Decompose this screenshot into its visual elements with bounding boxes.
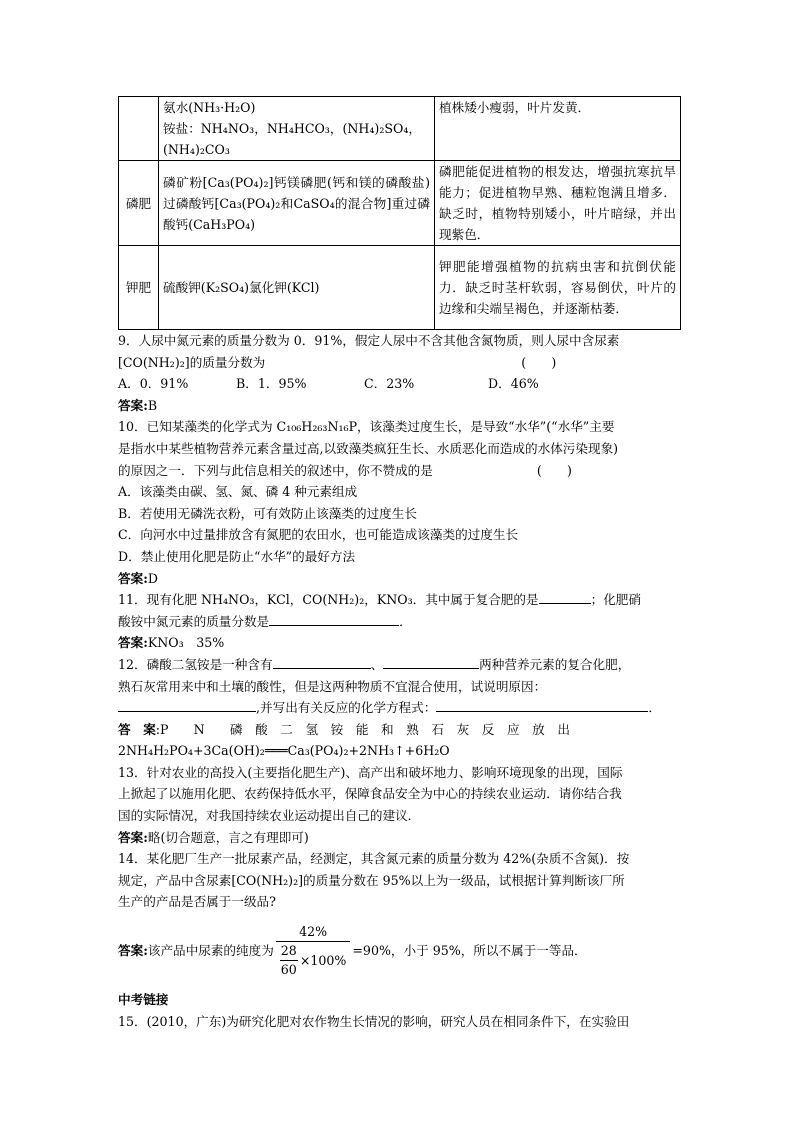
- answer-label: 答 案: [118, 721, 156, 737]
- effect-cell: 钾肥能增强植物的抗病虫害和抗倒伏能力．缺乏时茎杆软弱，容易倒伏，叶片的边缘和尖端呈褐色，并逐渐枯萎．: [435, 246, 681, 330]
- question-9-options: [118, 373, 680, 395]
- answer-label: 答案:: [118, 570, 148, 586]
- answer-value: :P N 磷 酸 二 氢 铵 能 和 熟 石 灰 反 应 放 出: [155, 721, 570, 737]
- question-9-line: 9．人尿中氮元素的质量分数为 0．91%，假定人尿中不含其他含氮物质，则人尿中含尿素: [118, 333, 620, 348]
- items-line: (NH₄)₂CO₃: [163, 142, 230, 157]
- option-d: D．46%: [488, 376, 539, 392]
- items-line: 铵盐：NH₄NO₃，NH₄HCO₃，(NH₄)₂SO₄，: [163, 121, 421, 136]
- nitrogen-ratio: [280, 942, 298, 979]
- ratio-denominator: 60: [280, 962, 297, 978]
- effect-cell: 磷肥能促进植物的根发达，增强抗寒抗旱能力；促进植物早熟、穗粒饱满且增多．缺乏时，植物特别矮小，叶片暗绿，并出现紫色．: [435, 161, 681, 246]
- option-a: A．该藻类由碳、氢、氮、磷 4 种元素组成: [118, 484, 358, 500]
- answer-label: 答案:: [118, 943, 148, 959]
- option-b: B．若使用无磷洗衣粉，可有效防止该藻类的过度生长: [118, 505, 417, 521]
- question-13-line: 13．针对农业的高投入(主要指化肥生产)、高产出和破坏地力、影响环境现象的出现，国际: [118, 764, 623, 780]
- option-c: C．23%: [364, 376, 415, 392]
- table-row: [119, 97, 681, 161]
- purity-fraction: [276, 923, 351, 979]
- fill-blank[interactable]: [436, 697, 648, 712]
- question-11-text: ．: [399, 613, 412, 629]
- option-d: D．禁止使用化肥是防止“水华”的最好方法: [118, 548, 356, 564]
- option-a: A．0．91%: [118, 376, 189, 392]
- question-12-text: 、: [370, 656, 384, 672]
- answer-value: KNO₃ 35%: [147, 635, 225, 651]
- answer-value: B: [147, 397, 158, 413]
- question-9-line: [118, 352, 680, 374]
- table-row: [119, 161, 681, 246]
- answer-value: D: [147, 570, 158, 586]
- question-11-answer: [118, 632, 680, 654]
- question-11-line: [118, 589, 680, 611]
- section-title: 中考链接: [118, 992, 169, 1008]
- question-13-line: 上掀起了以施用化肥、农药保持低水平，保障食品安全为中心的持续农业运动．请你结合我: [118, 786, 622, 802]
- question-14-line: 生产的产品是否属于一级品?: [118, 894, 276, 910]
- fraction-numerator: 42%: [299, 924, 328, 940]
- question-12-answer: [118, 719, 680, 741]
- effect-cell: 植株矮小瘦弱，叶片发黄．: [435, 97, 681, 161]
- question-14-answer: [118, 923, 680, 979]
- question-14-line: 规定，产品中含尿素[CO(NH₂)₂]的质量分数在 95%以上为一级品，试根据计算判断该厂所: [118, 872, 625, 888]
- document-page: [118, 96, 680, 1032]
- option-b: B．1．95%: [236, 376, 307, 392]
- question-10-line: 是指水中某些植物营养元素含量过高,以致藻类疯狂生长、水质恶化而造成的水体污染现象): [118, 440, 619, 456]
- answer-label: 答案:: [118, 829, 148, 845]
- option-c: C．向河水中过量排放含有氮肥的农田水，也可能造成该藻类的过度生长: [118, 527, 519, 543]
- question-12-text: 12．磷酸二氢铵是一种含有: [118, 656, 273, 672]
- question-12-text: 两种营养元素的复合化肥，: [479, 656, 631, 672]
- question-12-line: [118, 654, 680, 676]
- question-12-answer-equation: 2NH₄H₂PO₄+3Ca(OH)₂═══Ca₃(PO₄)₂+2NH₃↑+6H₂O: [118, 743, 450, 759]
- question-12-text: ．: [648, 700, 661, 716]
- fill-blank[interactable]: [539, 589, 591, 604]
- fill-blank[interactable]: [383, 654, 479, 669]
- answer-value: 略(切合题意，言之有理即可): [147, 829, 309, 845]
- answer-paren: ( ): [521, 354, 557, 370]
- table-row: [119, 246, 681, 330]
- fertilizer-table: [118, 96, 681, 330]
- items-cell: 磷矿粉[Ca₃(PO₄)₂]钙镁磷肥(钙和镁的磷酸盐)过磷酸钙[Ca₃(PO₄)₂和CaSO₄的混合物]重过磷酸钙(CaH₃PO₄): [159, 161, 435, 246]
- answer-paren: ( ): [536, 462, 572, 478]
- question-15-line: 15．(2010，广东)为研究化肥对农作物生长情况的影响，研究人员在相同条件下，在实验田: [118, 1013, 630, 1029]
- fill-blank[interactable]: [269, 611, 399, 626]
- question-13-line: 国的实际情况，对我国持续农业运动提出自己的建议．: [118, 808, 421, 824]
- answer-text: 该产品中尿素的纯度为: [147, 943, 274, 959]
- question-10-text: 的原因之一．下列与此信息相关的叙述中，你不赞成的是: [118, 462, 433, 478]
- items-cell: [159, 97, 435, 161]
- question-10-line: [118, 460, 680, 482]
- fill-blank[interactable]: [273, 654, 371, 669]
- question-11-text: ；化肥硝: [590, 592, 641, 608]
- question-10-answer: [118, 568, 680, 590]
- answer-text: =90%，小于 95%，所以不属于一等品．: [352, 943, 587, 959]
- answer-label: 答案:: [118, 397, 148, 413]
- question-11-text: 酸铵中氮元素的质量分数是: [118, 613, 270, 629]
- fraction-denominator: [276, 941, 351, 979]
- question-12-line: [118, 697, 680, 719]
- category-cell: [119, 97, 159, 161]
- question-11-text: 11．现有化肥 NH₄NO₃，KCl，CO(NH₂)₂，KNO₃．其中属于复合肥的是: [118, 592, 539, 608]
- fill-blank[interactable]: [118, 697, 256, 712]
- question-10-line: 10．已知某藻类的化学式为 C₁₀₆H₂₆₃N₁₆P，该藻类过度生长，是导致“水华”(“水华”主要: [118, 419, 615, 435]
- answer-label: 答案:: [118, 635, 148, 651]
- items-cell: 硫酸钾(K₂SO₄)氯化钾(KCl): [159, 246, 435, 330]
- ratio-numerator: 28: [280, 942, 298, 961]
- question-13-answer: [118, 827, 680, 849]
- question-14-line: 14．某化肥厂生产一批尿素产品，经测定，其含氮元素的质量分数为 42%(杂质不含氮)．按: [118, 851, 630, 867]
- question-11-line: [118, 611, 680, 633]
- question-12-text: ,并写出有关反应的化学方程式：: [256, 700, 437, 716]
- question-9-answer: [118, 395, 680, 417]
- category-cell: 磷肥: [119, 161, 159, 246]
- fraction-multiplier: ×100%: [299, 952, 347, 968]
- question-12-line: 熟石灰常用来中和土壤的酸性，但是这两种物质不宜混合使用，试说明原因：: [118, 678, 547, 694]
- category-cell: 钾肥: [119, 246, 159, 330]
- items-line: 氨水(NH₃·H₂O): [163, 100, 256, 115]
- question-9-text: [CO(NH₂)₂]的质量分数为: [118, 354, 266, 370]
